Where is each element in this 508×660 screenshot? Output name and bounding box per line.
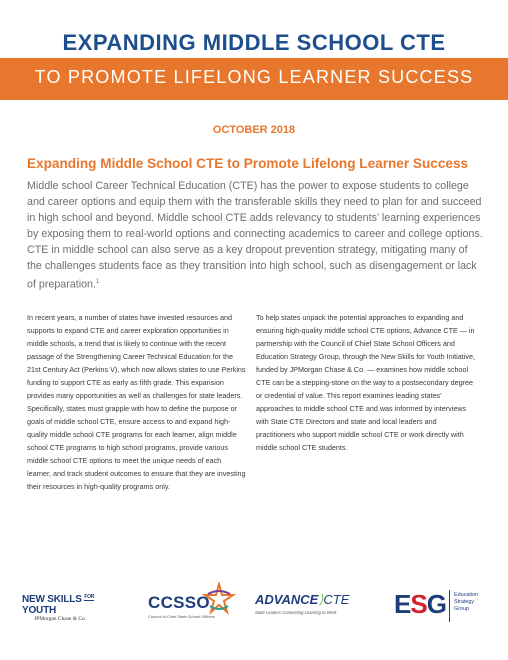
nsfy-sponsor: JPMorgan Chase & Co. (34, 616, 87, 622)
new-skills-for-youth-logo (22, 594, 122, 622)
esg-monogram: ESG (394, 589, 446, 619)
banner-text: TO PROMOTE LIFELONG LEARNER SUCCESS (34, 67, 474, 87)
advance-cte-wordmark: ADVANCE⟩CTE (255, 592, 350, 607)
document-title: EXPANDING MIDDLE SCHOOL CTE (62, 30, 446, 55)
intro-heading: Expanding Middle School CTE to Promote Lifelong Learner Success (27, 156, 469, 171)
ccsso-wordmark: CCSSO (148, 593, 210, 612)
advance-cte-logo (255, 592, 375, 615)
nsfy-wordmark: NEW SKILLS $^{FOR}$ YOUTH (22, 594, 95, 616)
footnote-mark: 1 (95, 279, 100, 285)
partner-logos (0, 580, 508, 630)
body-column-left: In recent years, a number of states have invested resources and supports to expand CTE and career exploration opportunities in middle schools, a trend that is likely to continue with the recent passage of the Strengthening Career Technical Education for the 21st Century Act (Perkins V), which now allows states to use Perkins funding to support CTE as early as fifth grade. This expansion provides many opportunities as well as challenges for state leaders. Specifically, states must grapple with how to define the purpose or goals of middle school CTE, ensure access to and expand high-quality middle school CTE programs for each learner, align middle school CTE programs to high school programs, provide various middle school CTE options to meet the unique needs of each learner, and track student outcomes to ensure that they are investing their resources in high-quality programs only. (27, 313, 246, 491)
ccsso-logo (148, 582, 244, 630)
body-column-right: To help states unpack the potential approaches to expanding and ensuring high-quality middle school CTE options, Advance CTE — in partnership with the Council of Chief State School Officers and Education Strategy Group, through the New Skills for Youth Initiative, funded by JPMorgan Chase & Co. — examines how middle school CTE can be a stepping-stone on the way to a postsecondary degree or credential of value. This report examines leading states’ approaches to middle school CTE and was informed by interviews with State CTE Directors and state and local leaders and practitioners who support middle school CTE or work directly with middle school CTE students. (256, 313, 475, 452)
esg-logo (394, 584, 499, 628)
intro-text: Middle school Career Technical Education (CTE) has the power to expose students to college and career options and equip them with the transferable skills they need to plan for and succeed in high school and beyond. Middle school CTE adds relevancy to students’ learning experiences by exposing them to real-world options and connecting academics to career and college options. CTE in middle school can also serve as a key dropout prevention strategy, mitigating many of the challenges students face as they transition into high school, such as disengagement or lack of preparation. (27, 180, 483, 291)
advance-cte-tagline: State Leaders Connecting Learning to Work (255, 610, 337, 615)
intro-paragraph (27, 178, 485, 293)
ccsso-tagline: Council of Chief State School Officers (148, 614, 215, 619)
esg-wordmark: Education Strategy Group (454, 592, 478, 612)
publication-date: OCTOBER 2018 (212, 124, 296, 136)
esg-divider (449, 590, 450, 622)
subtitle-banner (0, 58, 508, 100)
